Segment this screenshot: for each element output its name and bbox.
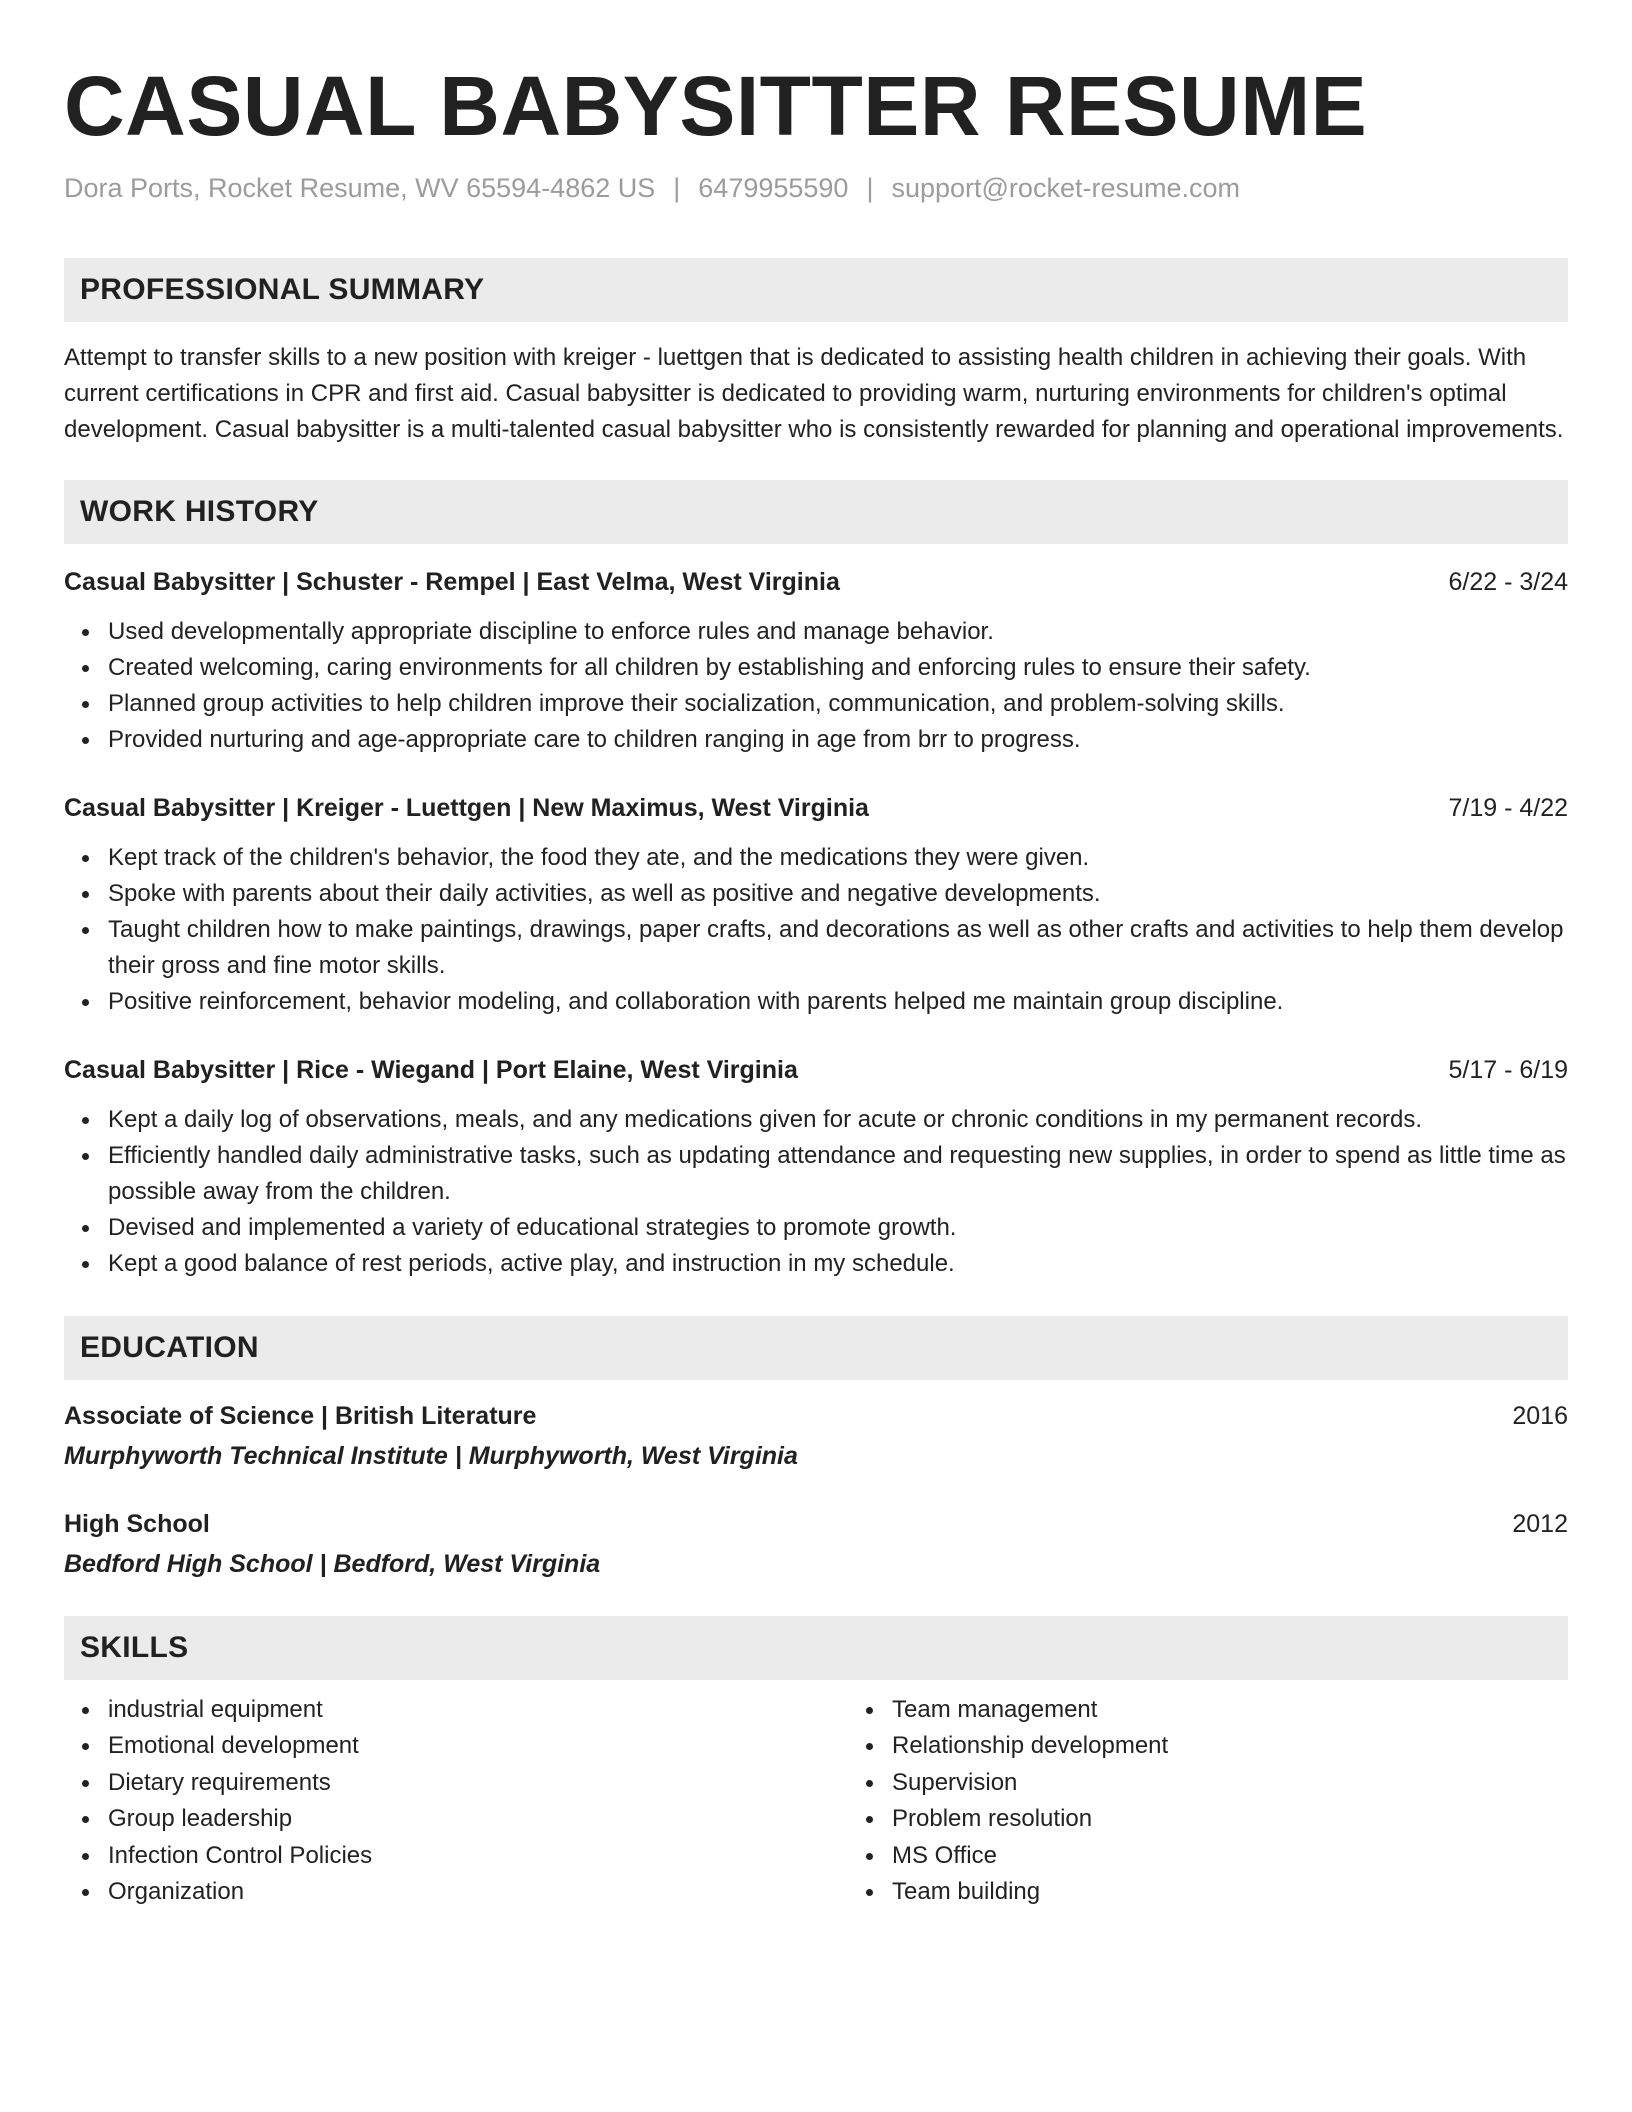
job-bullet: Positive reinforcement, behavior modeling, and collaboration with parents helped me maintain group discipline. — [108, 984, 1568, 1020]
job-header — [64, 1052, 1568, 1088]
job-header — [64, 790, 1568, 826]
job-title: Casual Babysitter | Kreiger - Luettgen | New Maximus, West Virginia — [64, 794, 869, 822]
contact-phone: 6479955590 — [698, 173, 849, 203]
education-degree: Associate of Science | British Literature — [64, 1402, 537, 1430]
education-degree: High School — [64, 1510, 210, 1538]
job-title: Casual Babysitter | Schuster - Rempel | East Velma, West Virginia — [64, 568, 840, 596]
job-bullet: Kept track of the children's behavior, the food they ate, and the medications they were given. — [108, 840, 1568, 876]
job-dates: 6/22 - 3/24 — [1448, 568, 1568, 596]
skill-item: Group leadership — [108, 1801, 848, 1837]
skill-item: industrial equipment — [108, 1692, 848, 1728]
job-bullet: Kept a good balance of rest periods, active play, and instruction in my schedule. — [108, 1246, 1568, 1282]
resume-page — [64, 0, 1568, 1910]
education-entry — [64, 1398, 1568, 1474]
skill-item: Problem resolution — [892, 1801, 1632, 1837]
skill-item: Supervision — [892, 1765, 1632, 1801]
skill-item: Team building — [892, 1874, 1632, 1910]
job-bullet: Created welcoming, caring environments for all children by establishing and enforcing rules to ensure their safety. — [108, 650, 1568, 686]
skill-item: Dietary requirements — [108, 1765, 848, 1801]
education-school: Bedford High School | Bedford, West Virginia — [64, 1550, 601, 1578]
job-header — [64, 564, 1568, 600]
resume-title: CASUAL BABYSITTER RESUME — [64, 59, 1368, 153]
job-bullet: Kept a daily log of observations, meals, and any medications given for acute or chronic conditions in my permanent records. — [108, 1102, 1568, 1138]
section-header-work-history: WORK HISTORY — [64, 480, 1568, 544]
job-dates: 7/19 - 4/22 — [1448, 794, 1568, 822]
education-school: Murphyworth Technical Institute | Murphyworth, West Virginia — [64, 1442, 798, 1470]
job-bullets — [64, 614, 1568, 758]
job-dates: 5/17 - 6/19 — [1448, 1056, 1568, 1084]
skill-item: Emotional development — [108, 1728, 848, 1764]
contact-line — [64, 170, 1568, 206]
contact-separator: | — [866, 173, 874, 203]
job-bullet: Taught children how to make paintings, drawings, paper crafts, and decorations as well as other crafts and activities to help them develop their gross and fine motor skills. — [108, 912, 1568, 984]
job-bullet: Used developmentally appropriate discipline to enforce rules and manage behavior. — [108, 614, 1568, 650]
skills-column-right — [848, 1692, 1632, 1910]
education-header — [64, 1398, 1568, 1434]
skill-item: Relationship development — [892, 1728, 1632, 1764]
skills-list — [64, 1692, 1568, 1910]
job-bullet: Efficiently handled daily administrative tasks, such as updating attendance and requesting new supplies, in order to spend as little time as possible away from the children. — [108, 1138, 1568, 1210]
job-bullet: Spoke with parents about their daily activities, as well as positive and negative developments. — [108, 876, 1568, 912]
education-entry — [64, 1506, 1568, 1582]
job-bullets — [64, 1102, 1568, 1282]
job-entry — [64, 1052, 1568, 1282]
summary-text: Attempt to transfer skills to a new position with kreiger - luettgen that is dedicated to assisting health children in achieving their goals. With current certifications in CPR and first aid. Casual babysitter is dedicated to providing warm, nurturing environments for children's optimal development. Casual babysitter is a multi-talented casual babysitter who is consistently rewarded for planning and operational improvements. — [64, 344, 1564, 443]
job-entry — [64, 564, 1568, 758]
job-bullet: Devised and implemented a variety of educational strategies to promote growth. — [108, 1210, 1568, 1246]
education-header — [64, 1506, 1568, 1542]
job-bullets — [64, 840, 1568, 1020]
contact-separator: | — [673, 173, 681, 203]
skills-column-left — [64, 1692, 848, 1910]
skill-item: Organization — [108, 1874, 848, 1910]
job-title: Casual Babysitter | Rice - Wiegand | Port Elaine, West Virginia — [64, 1056, 798, 1084]
education-year: 2016 — [1512, 1402, 1568, 1430]
job-bullet: Provided nurturing and age-appropriate care to children ranging in age from brr to progress. — [108, 722, 1568, 758]
education-year: 2012 — [1512, 1510, 1568, 1538]
skill-item: Infection Control Policies — [108, 1838, 848, 1874]
section-header-summary: PROFESSIONAL SUMMARY — [64, 258, 1568, 322]
skill-item: Team management — [892, 1692, 1632, 1728]
contact-address: Dora Ports, Rocket Resume, WV 65594-4862 US — [64, 173, 656, 203]
contact-email: support@rocket-resume.com — [891, 173, 1240, 203]
skill-item: MS Office — [892, 1838, 1632, 1874]
job-bullet: Planned group activities to help children improve their socialization, communication, and problem-solving skills. — [108, 686, 1568, 722]
section-header-skills: SKILLS — [64, 1616, 1568, 1680]
job-entry — [64, 790, 1568, 1020]
section-header-education: EDUCATION — [64, 1316, 1568, 1380]
